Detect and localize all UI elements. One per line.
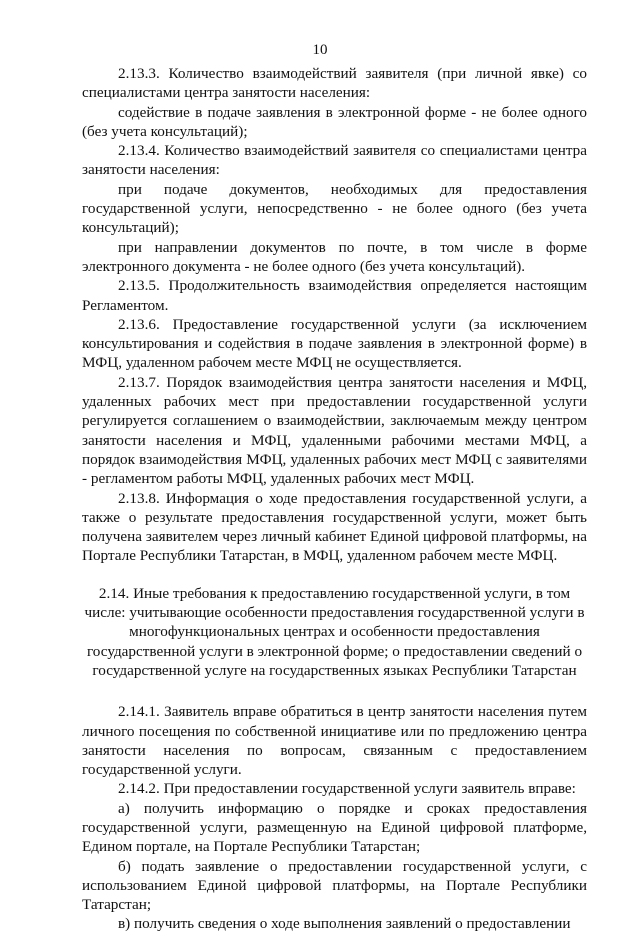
paragraph-2-13-3: 2.13.3. Количество взаимодействий заявителя (при личной явке) со специалистами центра занятости населения: bbox=[82, 65, 587, 102]
paragraph-2-14-2-item-b: б) подать заявление о предоставлении государственной услуги, с использованием Единой цифровой платформы, на Портале Республики Татарстан; bbox=[82, 857, 587, 914]
paragraph-2-13-7: 2.13.7. Порядок взаимодействия центра занятости населения и МФЦ, удаленных рабочих мест при предоставлении государственной услуги регулируется соглашением о взаимодействии, заключаемым между центром занятости населения и МФЦ, удаленными рабочими местами МФЦ, а порядок взаимодействия МФЦ, удаленных рабочих мест МФЦ с заявителями - регламентом работы МФЦ, удаленных рабочих мест МФЦ. bbox=[82, 373, 587, 488]
paragraph-2-13-4-item-mail: при направлении документов по почте, в том числе в форме электронного документа - не более одного (без учета консультаций). bbox=[82, 238, 587, 275]
section-heading-2-14: 2.14. Иные требования к предоставлению государственной услуги, в том числе: учитывающие особенности предоставления государственной услуги в многофункциональных центрах и особенности предоставления государственной услуги в электронной форме; о предоставлении сведений о государственной услуге на государственных языках Республики Татарстан bbox=[84, 584, 585, 679]
paragraph-2-13-4-item-direct: при подаче документов, необходимых для предоставления государственной услуги, непосредственно - не более одного (без учета консультаций); bbox=[82, 180, 587, 237]
paragraph-2-14-1: 2.14.1. Заявитель вправе обратиться в центр занятости населения путем личного посещения по собственной инициативе или по предложению центра занятости населения по вопросам, связанным с предоставлением государственной услуги. bbox=[82, 703, 587, 779]
paragraph-2-14-2-item-a: а) получить информацию о порядке и сроках предоставления государственной услуги, размещенную на Единой цифровой платформе, Едином портале, на Портале Республики Татарстан; bbox=[82, 799, 587, 856]
paragraph-2-13-5: 2.13.5. Продолжительность взаимодействия определяется настоящим Регламентом. bbox=[82, 277, 587, 314]
paragraph-2-14-2: 2.14.2. При предоставлении государственной услуги заявитель вправе: bbox=[118, 780, 576, 798]
paragraph-2-13-6: 2.13.6. Предоставление государственной услуги (за исключением консультирования и содействия в подаче заявления в электронной форме) в МФЦ, удаленном рабочем месте МФЦ не осуществляется. bbox=[82, 315, 587, 372]
paragraph-2-13-3-item: содействие в подаче заявления в электронной форме - не более одного (без учета консультаций); bbox=[82, 103, 587, 140]
paragraph-2-13-4: 2.13.4. Количество взаимодействий заявителя со специалистами центра занятости населения: bbox=[82, 142, 587, 179]
paragraph-2-13-8: 2.13.8. Информация о ходе предоставления государственной услуги, а также о результате предоставления государственной услуги, может быть получена заявителем через личный кабинет Единой цифровой платформы, на Портале Республики Татарстан, в МФЦ, удаленном рабочем месте МФЦ. bbox=[82, 489, 587, 565]
page-number: 10 bbox=[312, 42, 328, 58]
paragraph-2-14-2-item-v: в) получить сведения о ходе выполнения заявлений о предоставлении bbox=[118, 915, 571, 933]
document-body bbox=[82, 64, 587, 934]
